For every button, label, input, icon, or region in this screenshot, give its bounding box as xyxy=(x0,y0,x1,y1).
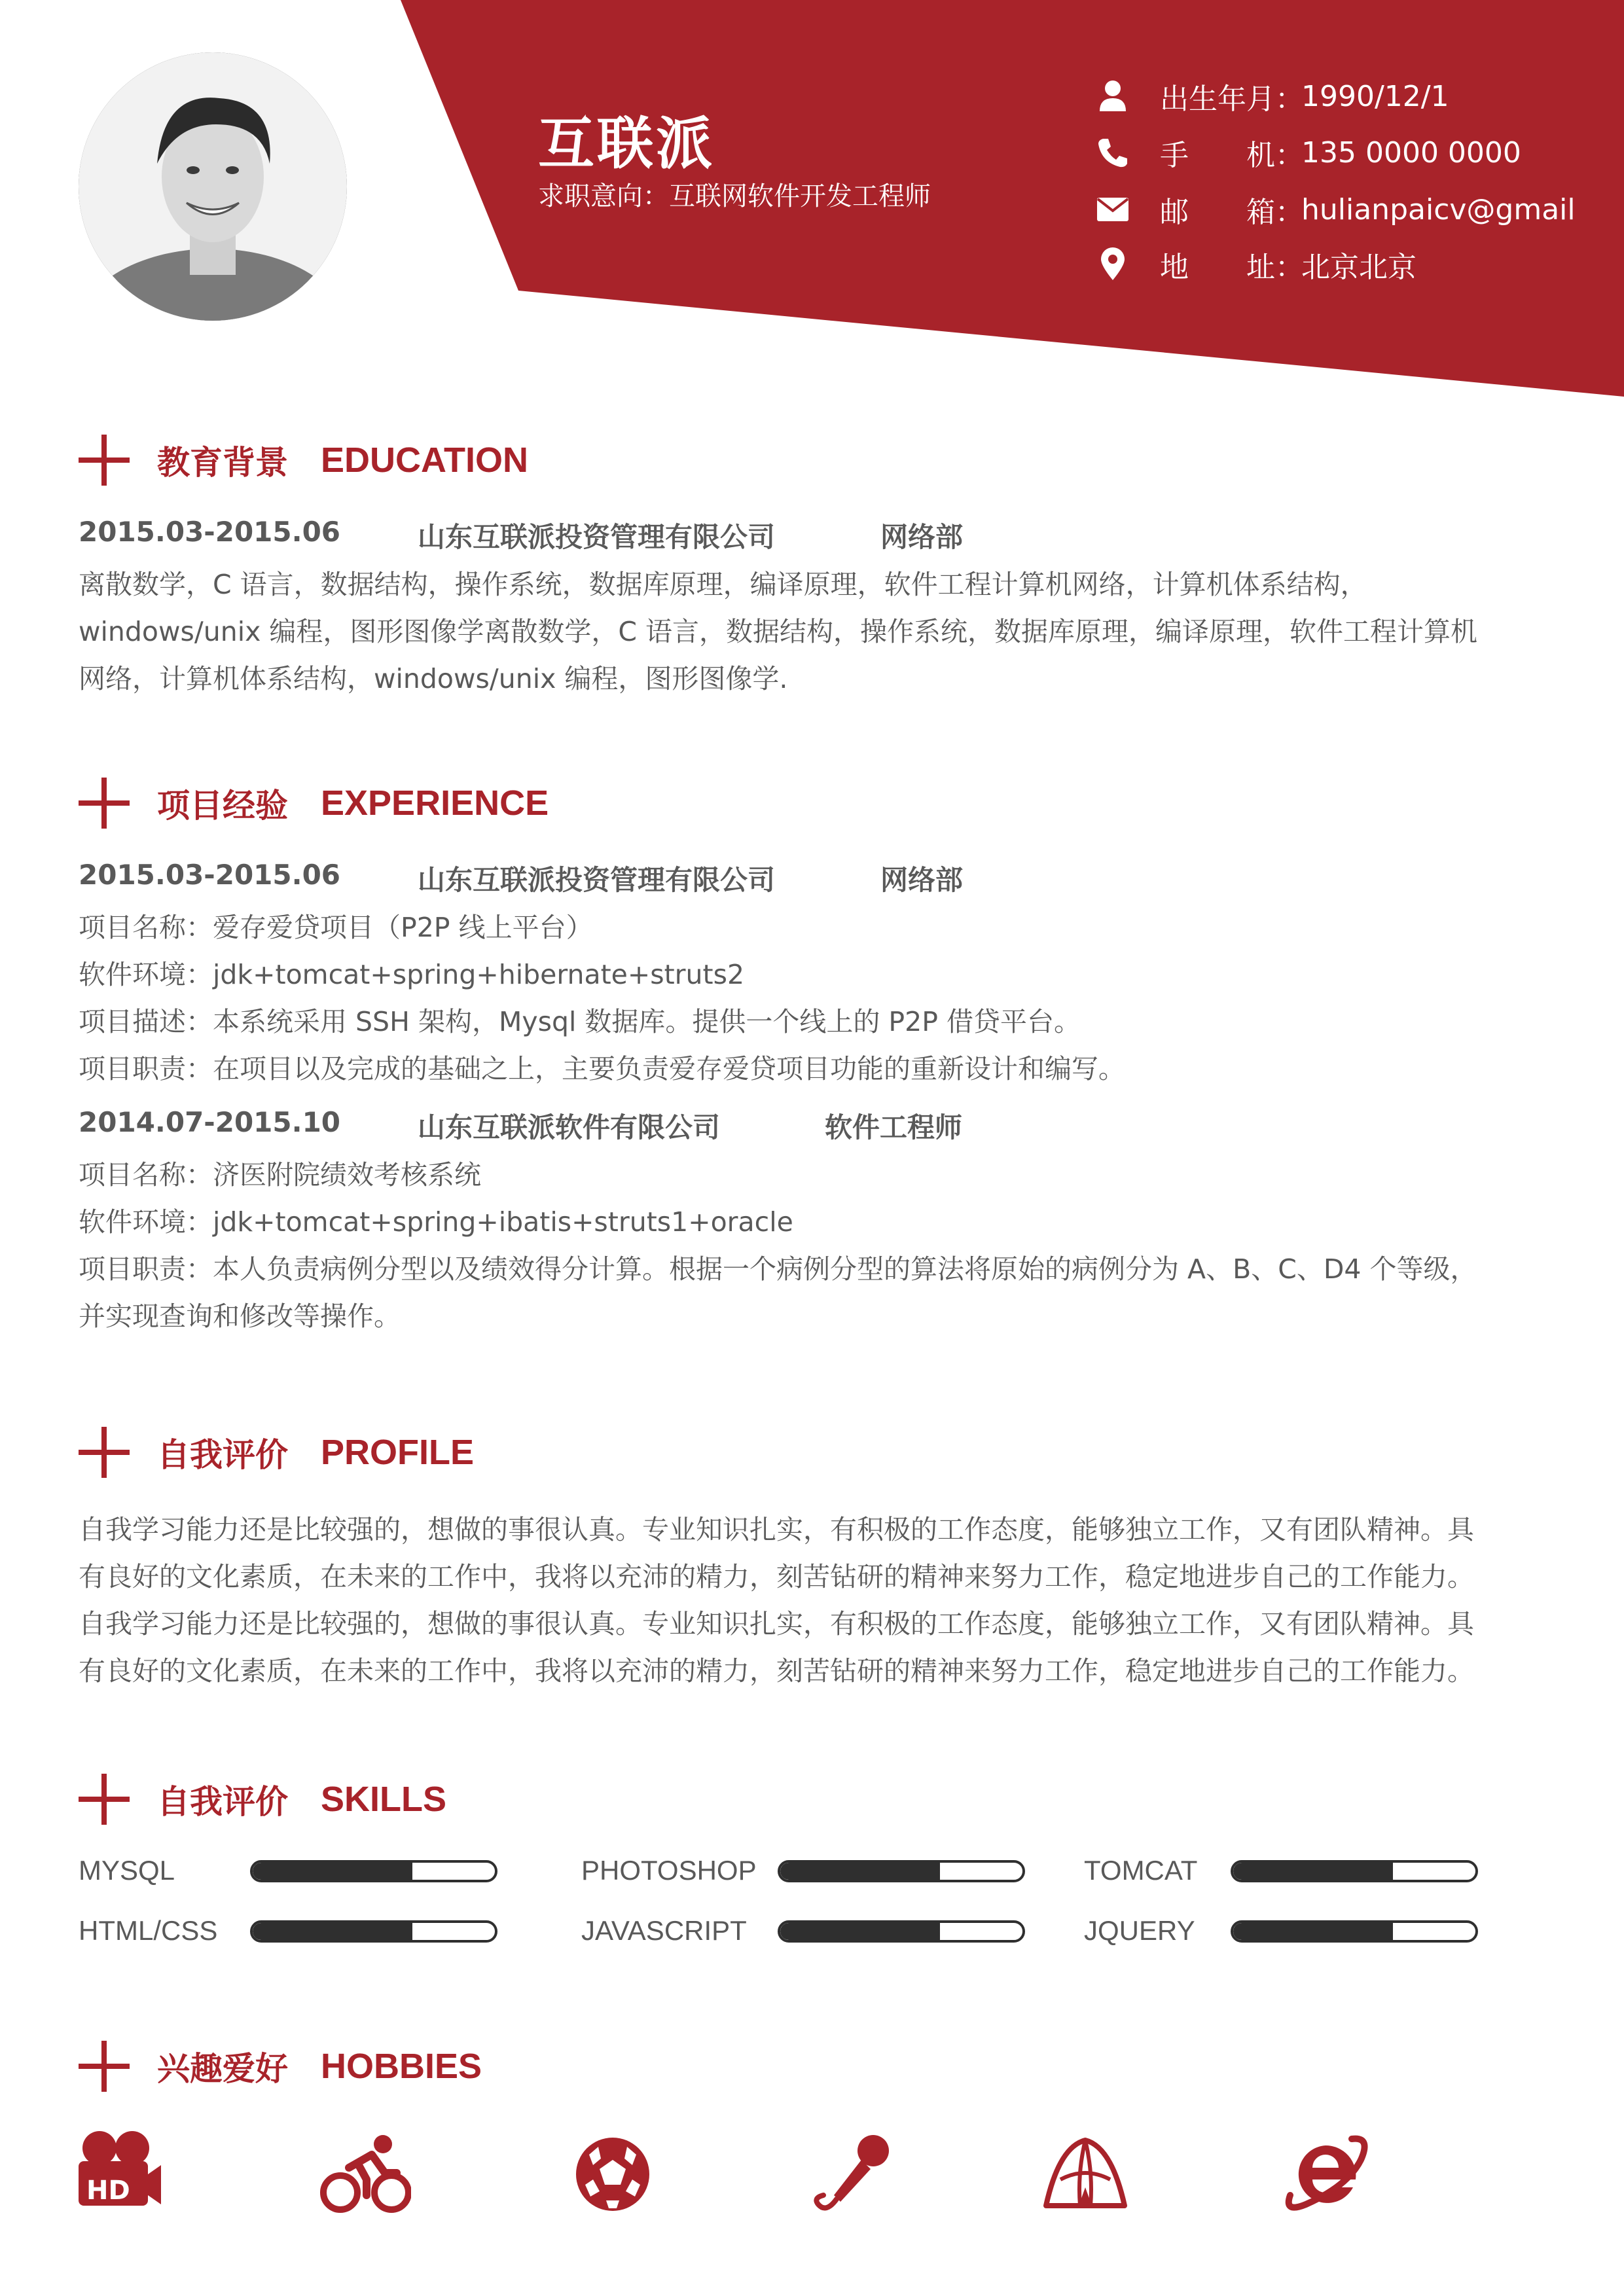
info-birth xyxy=(1093,77,1449,116)
plus-icon xyxy=(79,778,130,829)
tent-icon xyxy=(1039,2127,1131,2219)
education-line: windows/unix 编程，图形图像学离散数学，C 语言，数据结构，操作系统，数据库原理，编译原理，软件工程计算机 xyxy=(79,616,1478,647)
experience-line: 项目描述：本系统采用 SSH 架构，Mysql 数据库。提供一个线上的 P2P 借贷平台。 xyxy=(79,1006,1081,1037)
section-title-cn: 教育背景 xyxy=(157,444,288,482)
entry-date: 2015.03-2015.06 xyxy=(79,516,341,548)
info-label: 地 址： xyxy=(1160,251,1304,284)
hd-video-icon xyxy=(72,2127,164,2219)
location-icon xyxy=(1093,245,1132,284)
section-experience xyxy=(79,774,549,833)
section-profile xyxy=(79,1423,474,1482)
skill-bar xyxy=(1231,1920,1478,1943)
plus-icon xyxy=(79,1774,130,1825)
experience-line: 软件环境：jdk+tomcat+spring+hibernate+struts2 xyxy=(79,959,745,990)
section-title-cn: 自我评价 xyxy=(157,1783,288,1821)
mail-icon xyxy=(1093,190,1132,229)
info-address xyxy=(1093,245,1416,284)
skill-name: JQUERY xyxy=(1084,1915,1195,1946)
skill-name: MYSQL xyxy=(79,1855,175,1886)
profile-line: 自我学习能力还是比较强的，想做的事很认真。专业知识扎实，有积极的工作态度，能够独立工作，又有团队精神。具 xyxy=(79,1514,1474,1545)
entry-org: 山东互联派投资管理有限公司 xyxy=(418,521,776,553)
job-intent: 求职意向：互联网软件开发工程师 xyxy=(538,181,931,211)
section-hobbies xyxy=(79,2037,482,2096)
section-title-cn: 自我评价 xyxy=(157,1436,288,1474)
entry-org: 山东互联派软件有限公司 xyxy=(418,1111,721,1143)
section-title-cn: 兴趣爱好 xyxy=(157,2050,288,2088)
education-line: 离散数学，C 语言，数据结构，操作系统，数据库原理，编译原理，软件工程计算机网络，计算机体系结构， xyxy=(79,569,1367,600)
skill-bar xyxy=(250,1860,497,1882)
hd-label: HD xyxy=(86,2176,130,2206)
skill-bar xyxy=(250,1920,497,1943)
avatar xyxy=(79,52,347,321)
info-value: hulianpaicv@gmail xyxy=(1301,192,1576,226)
entry-org: 山东互联派投资管理有限公司 xyxy=(418,864,776,896)
info-label: 手 机： xyxy=(1160,139,1304,172)
microphone-icon xyxy=(808,2127,899,2219)
section-title-en: EDUCATION xyxy=(321,440,528,480)
experience-line: 并实现查询和修改等操作。 xyxy=(79,1300,401,1332)
football-icon xyxy=(567,2127,659,2219)
plus-icon xyxy=(79,1427,130,1478)
profile-line: 自我学习能力还是比较强的，想做的事很认真。专业知识扎实，有积极的工作态度，能够独立工作，又有团队精神。具 xyxy=(79,1608,1474,1640)
skill-name: JAVASCRIPT xyxy=(581,1915,747,1946)
education-line: 网络，计算机体系结构，windows/unix 编程，图形图像学. xyxy=(79,663,788,694)
skill-name: TOMCAT xyxy=(1084,1855,1198,1886)
user-icon xyxy=(1093,77,1132,116)
section-title-cn: 项目经验 xyxy=(157,787,288,825)
section-skills xyxy=(79,1770,446,1829)
phone-icon xyxy=(1093,133,1132,172)
profile-line: 有良好的文化素质，在未来的工作中，我将以充沛的精力，刻苦钻研的精神来努力工作，稳定地进步自己的工作能力。 xyxy=(79,1655,1474,1687)
info-email xyxy=(1093,190,1576,229)
profile-line: 有良好的文化素质，在未来的工作中，我将以充沛的精力，刻苦钻研的精神来努力工作，稳定地进步自己的工作能力。 xyxy=(79,1561,1474,1592)
experience-line: 项目职责：本人负责病例分型以及绩效得分计算。根据一个病例分型的算法将原始的病例分为 A、B、C、D4 个等级， xyxy=(79,1253,1477,1285)
info-value: 北京北京 xyxy=(1301,251,1416,284)
info-label: 出生年月： xyxy=(1160,82,1304,116)
experience-line: 项目职责：在项目以及完成的基础之上，主要负责爱存爱贷项目功能的重新设计和编写。 xyxy=(79,1053,1125,1085)
info-label: 邮 箱： xyxy=(1160,196,1304,229)
entry-dept: 网络部 xyxy=(880,521,964,553)
entry-role: 网络部 xyxy=(880,864,964,896)
skill-name: HTML/CSS xyxy=(79,1915,218,1946)
skill-name: PHOTOSHOP xyxy=(581,1855,757,1886)
section-title-en: HOBBIES xyxy=(321,2047,482,2086)
experience-line: 项目名称：济医附院绩效考核系统 xyxy=(79,1159,481,1191)
plus-icon xyxy=(79,435,130,486)
info-value: 1990/12/1 xyxy=(1301,79,1449,113)
entry-date: 2014.07-2015.10 xyxy=(79,1106,341,1138)
entry-role: 软件工程师 xyxy=(825,1111,963,1143)
experience-line: 项目名称：爱存爱贷项目（P2P 线上平台） xyxy=(79,912,593,943)
section-title-en: EXPERIENCE xyxy=(321,783,549,823)
section-title-en: SKILLS xyxy=(321,1780,447,1819)
skill-bar xyxy=(778,1920,1025,1943)
skill-bar xyxy=(778,1860,1025,1882)
info-phone xyxy=(1093,133,1521,172)
experience-line: 软件环境：jdk+tomcat+spring+ibatis+struts1+oracle xyxy=(79,1206,793,1238)
plus-icon xyxy=(79,2041,130,2092)
section-title-en: PROFILE xyxy=(321,1433,475,1472)
cycling-icon xyxy=(319,2127,411,2219)
skill-bar xyxy=(1231,1860,1478,1882)
internet-explorer-icon xyxy=(1280,2127,1371,2219)
section-education xyxy=(79,431,528,490)
candidate-name: 互联派 xyxy=(538,111,715,177)
entry-date: 2015.03-2015.06 xyxy=(79,859,341,891)
info-value: 135 0000 0000 xyxy=(1301,135,1521,170)
